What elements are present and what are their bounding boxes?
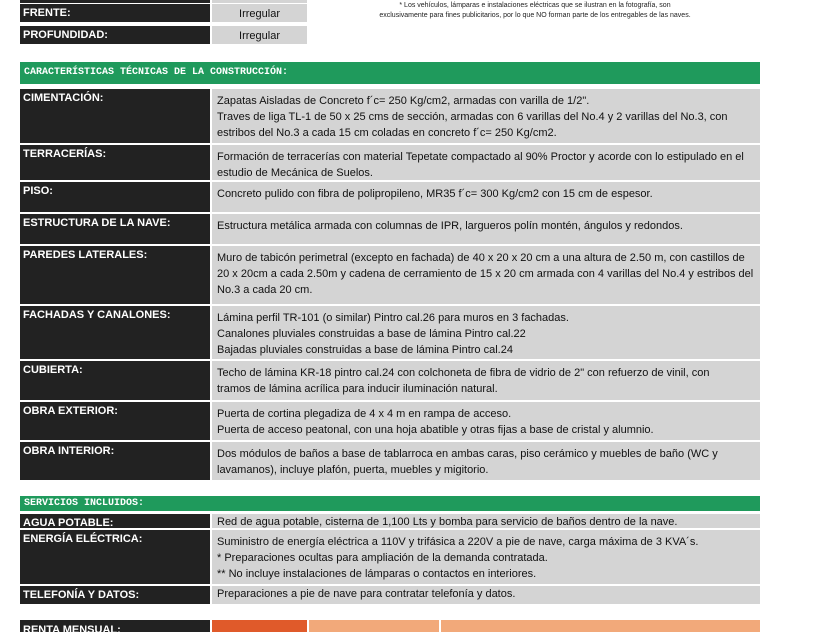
- rent-label: RENTA MENSUAL:: [20, 620, 210, 632]
- construction-row-value: [212, 361, 760, 400]
- construction-row-line: Puerta de cortina plegadiza de 4 x 4 m en rampa de acceso.: [217, 408, 512, 420]
- service-row-label: ENERGÍA ELÉCTRICA:: [20, 530, 210, 584]
- service-row-line: * Preparaciones ocultas para ampliación de la demanda contratada.: [217, 552, 548, 564]
- service-row-line: Preparaciones a pie de nave para contratar telefonía y datos.: [217, 588, 516, 600]
- construction-row-label: OBRA INTERIOR:: [20, 442, 210, 480]
- construction-row-label: OBRA EXTERIOR:: [20, 402, 210, 440]
- rent-note-box: [441, 620, 760, 632]
- service-row-label: AGUA POTABLE:: [20, 514, 210, 528]
- construction-row-label: CIMENTACIÓN:: [20, 89, 210, 143]
- construction-row-line: Zapatas Aisladas de Concreto f´c= 250 Kg/cm2, armadas con varilla de 1/2".: [217, 95, 590, 107]
- construction-row-line: Traves de liga TL-1 de 50 x 25 cms de sección, armadas con 6 varillas del No.4 y 2 varillas del No.3, con: [217, 111, 728, 123]
- construction-row-line: Formación de terracerías con material Tepetate compactado al 90% Proctor y acorde con lo estipulado en el: [217, 151, 744, 163]
- construction-row-line: tramos de lámina acrílica para inducir iluminación natural.: [217, 383, 498, 395]
- construction-row-line: Canalones pluviales construidas a base de lámina Pintro cal.22: [217, 328, 526, 340]
- services-section-title: SERVICIOS INCLUIDOS:: [20, 496, 760, 511]
- construction-row-label: TERRACERÍAS:: [20, 145, 210, 180]
- construction-row-value: [212, 246, 760, 304]
- disclaimer-note: * Los vehículos, lámparas e instalaciones eléctricas que se ilustran en la fotografía, son exclusivamente para fines publicitarios, por lo que NO forman parte de los entregables de las naves.: [379, 2, 691, 19]
- service-row-line: ** No incluye instalaciones de lámparas o contactos en interiores.: [217, 568, 537, 580]
- construction-row-label: PISO:: [20, 182, 210, 212]
- construction-row-label: PAREDES LATERALES:: [20, 246, 210, 304]
- construction-row-line: Estructura metálica armada con columnas de IPR, largueros polín montén, ángulos y redondos.: [217, 220, 683, 232]
- top-partial-value: [212, 0, 307, 3]
- service-row-label: TELEFONÍA Y DATOS:: [20, 586, 210, 604]
- construction-row-line: Bajadas pluviales construidas a base de lámina Pintro cal.24: [217, 344, 513, 356]
- construction-row-value: [212, 214, 760, 244]
- construction-row-label: FACHADAS Y CANALONES:: [20, 306, 210, 359]
- service-row-value: [212, 530, 760, 584]
- construction-row-line: Techo de lámina KR-18 pintro cal.24 con colchoneta de fibra de vidrio de 2" con refuerzo de vinil, con: [217, 367, 710, 379]
- construction-row-value: [212, 402, 760, 440]
- construction-row-line: Muro de tabicón perimetral (excepto en fachada) de 40 x 20 x 20 cm a una altura de 2.50 m, con castillos de: [217, 252, 745, 264]
- construction-row-value: [212, 89, 760, 143]
- construction-row-line: Lámina perfil TR-101 (o similar) Pintro cal.26 para muros en 3 fachadas.: [217, 312, 569, 324]
- construction-row-line: estudio de Mecánica de Suelos.: [217, 167, 373, 179]
- construction-row-value: [212, 442, 760, 480]
- construction-row-label: ESTRUCTURA DE LA NAVE:: [20, 214, 210, 244]
- construction-row-label: CUBIERTA:: [20, 361, 210, 400]
- profundidad-value: Irregular: [212, 26, 307, 44]
- service-row-value: [212, 514, 760, 528]
- service-row-value: [212, 586, 760, 604]
- construction-row-line: estribos del No.3 a cada 15 cm coladas en concreto f´c= 250 Kg/cm2.: [217, 127, 557, 139]
- construction-row-line: 20 x 20cm a cada 2.50m y cadena de cerramiento de 15 x 20 cm armada con 4 varillas del No.4 y estribos del: [217, 268, 754, 280]
- service-row-line: Red de agua potable, cisterna de 1,100 Lts y bomba para servicio de baños dentro de la nave.: [217, 516, 678, 528]
- construction-row-line: Puerta de acceso peatonal, con una hoja abatible y otras fijas a base de cristal y alumnio.: [217, 424, 654, 436]
- profundidad-label: PROFUNDIDAD:: [20, 26, 210, 44]
- construction-row-line: lavamanos), incluye plafón, puerta, muebles y migitorio.: [217, 464, 489, 476]
- construction-row-line: Concreto pulido con fibra de polipropileno, MR35 f´c= 300 Kg/cm2 con 15 cm de espesor.: [217, 188, 653, 200]
- top-partial-row: [20, 0, 210, 3]
- rent-plus-box: [309, 620, 439, 632]
- frente-value: Irregular: [212, 4, 307, 22]
- construction-row-value: [212, 145, 760, 180]
- construction-row-value: [212, 182, 760, 212]
- construction-section-title: CARACTERÍSTICAS TÉCNICAS DE LA CONSTRUCCIÓN:: [20, 62, 760, 84]
- rent-price-box: [212, 620, 307, 632]
- service-row-line: Suministro de energía eléctrica a 110V y trifásica a 220V a pie de nave, carga máxima de 3 KVA´s.: [217, 536, 699, 548]
- construction-row-line: No.3 a cada 20 cm.: [217, 284, 313, 296]
- frente-label: FRENTE:: [20, 4, 210, 22]
- construction-row-line: Dos módulos de baños a base de tablarroca en ambas caras, piso cerámico y muebles de baño (WC y: [217, 448, 718, 460]
- construction-row-value: [212, 306, 760, 359]
